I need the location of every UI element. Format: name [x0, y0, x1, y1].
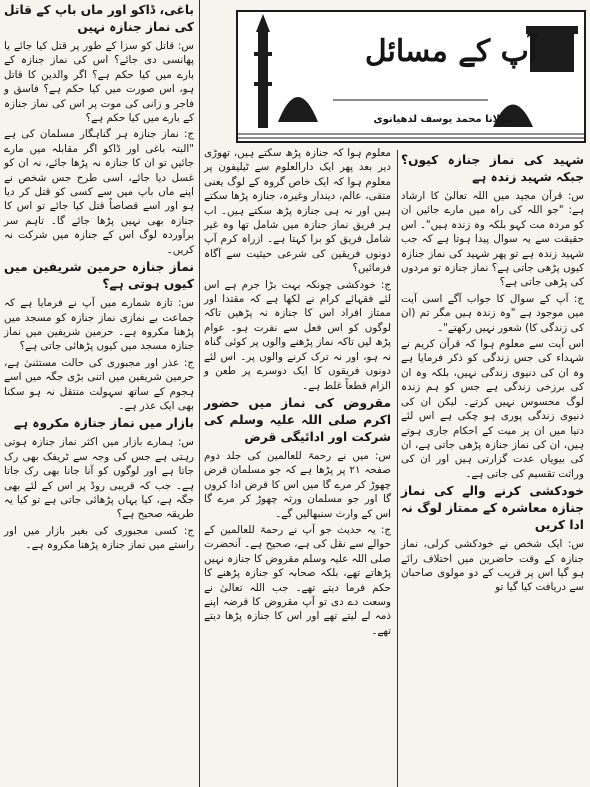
- article-body-khudkushi-cont: [204, 146, 391, 393]
- masthead-title: آپ کے مسائل: [364, 34, 538, 69]
- paragraph: ج: عذر اور مجبوری کی حالت مستثنیٰ ہے، حرمین شریفین میں اتنی بڑی جگہ میں اسے ہجوم کے ساتھ سہولت منتقل نہ ہو سکنا بھی ایک عذر ہے۔: [4, 356, 194, 412]
- paragraph: س: میں نے رحمۃ للعالمین کی جلد دوم صفحہ ۲۱ پر پڑھا ہے کہ جو مسلمان قرض چھوڑ کر مرے گا میں اس کا قرض ادا کروں گا اور جو مسلمان ورثہ چھوڑ کر مرے گا اس کے وارث سنبھالیں گے۔: [204, 449, 392, 520]
- paragraph: ج: خودکشی چونکہ بہت بڑا جرم ہے اس لئے فقہائے کرام نے لکھا ہے کہ مقتدا اور ممتاز افراد اس کا جنازہ نہ پڑھیں تاکہ لوگوں کو اس فعل سے نفرت ہو۔ عوام پڑھ لیں تاکہ نماز پڑھنے والوں پر کوئی گناہ نہ ہو، اور نہ ترک کرنے والوں پر۔ اس لئے دونوں فریقوں کا ایک دوسرے پر طعن و الزام قطعاً غلط ہے۔: [204, 278, 391, 392]
- masthead-banner: [236, 10, 586, 143]
- paragraph: س: قاتل کو سزا کے طور پر قتل کیا جائے یا پھانسی دی جائے؟ اس کی نماز جنازہ کے بارے میں کیا حکم ہے؟ اگر والدین کا قاتل ہو، اس صورت میں کیا حکم ہے؟ فاسق و فاجر و زانی کی موت پر اس کی نماز جنازہ کے بارے میں کیا حکم ہے؟: [4, 40, 194, 125]
- article-heading-maqrooz: مقروض کی نماز میں حضور اکرم صلی اللہ علیہ وسلم کی شرکت اور ادائیگی قرض: [204, 395, 391, 444]
- article-body-baaghi: [4, 39, 194, 257]
- article-body-haramain: [4, 296, 194, 413]
- article-body-bazaar: [4, 435, 194, 552]
- masthead-byline: مولانا محمد یوسف لدھیانوی: [373, 114, 513, 125]
- paragraph: معلوم ہوا کہ جنازہ پڑھ سکتے ہیں، تھوڑی دیر بعد پھر ایک دارالعلوم سے ٹیلیفون پر معلوم ہوا کہ ایک خاص گروہ کے لوگ یعنی متقی، عالم، دیندار وغیرہ، جنازہ پڑھا سکتے ہیں اور نہ ہی جنازہ پڑھ سکتے ہیں۔ اب ہر فریق نماز جنازہ میں شامل تھا وہ غیر شامل فریق کو برا کہتا ہے۔ ازراہ کرم آپ دونوں فریقین کی شرعی حیثیت سے آگاہ فرمائیں؟: [204, 147, 391, 275]
- article-heading-bazaar: بازار میں نماز جنازہ مکروہ ہے: [13, 416, 194, 431]
- paragraph: ج: آپ کے سوال کا جواب آگے اسی آیت میں موجود ہے "وہ زندہ ہیں مگر تم (ان کی زندگی کا) شعور نہیں رکھتے"۔: [401, 292, 584, 334]
- column-left: [0, 0, 198, 787]
- paragraph: س: ایک شخص نے خودکشی کرلی، نماز جنازہ کے وقت حاضرین میں اختلاف رائے ہو گیا اس پر قریب کے دو مولوی صاحبان سے دریافت کیا گیا تو: [401, 538, 584, 594]
- article-heading-baaghi: باغی، ڈاکو اور ماں باپ کے قاتل کی نماز جنازہ نہیں: [4, 3, 194, 34]
- paragraph: اس آیت سے معلوم ہوا کہ قرآن کریم نے شہداء کی جس زندگی کو ذکر فرمایا ہے وہ ان کی دنیوی زندگی نہیں، بلکہ وہ ان کی برزخی زندگی ہے جس کو ہم زندہ لوگ محسوس نہیں کرتے۔ لیکن ان کی دنیوی زندگی پوری ہو چکی ہے اس لئے دنیا میں ان پر میت کے احکام جاری ہوتے ہیں، ان کی نماز جنازہ پڑھی جاتی ہے، ان کی بیویاں عدت گزارتی ہیں اور ان کی وراثت تقسیم کی جاتی ہے۔: [401, 338, 584, 480]
- article-body-shaheed: [401, 189, 584, 481]
- article-body-maqrooz: [204, 449, 391, 638]
- paragraph: س: قرآن مجید میں اللہ تعالیٰ کا ارشاد ہے: "جو اللہ کی راہ میں مارے جائیں ان کو مردہ مت کہو بلکہ وہ زندہ ہیں"۔ اس حقیقت سے یہ سوال پیدا ہوتا ہے کہ جب شہید زندہ ہے تو پھر شہید کی نماز جنازہ کیوں پڑھی جاتی ہے؟ نماز جنازہ تو مردوں کی پڑھی جاتی ہے؟: [401, 190, 584, 289]
- paragraph: س: ہمارے بازار میں اکثر نماز جنازہ ہوتی رہتی ہے جس کی وجہ سے ٹریفک بھی رک جاتا ہے اور لوگوں کو آنا جانا بھی رک جاتا ہے۔ جب کہ قریبی روڈ پر اس کے لئے بھی جگہ ہے، کیا یہاں پڑھائی جاتی ہے تو کیا یہ طریقہ صحیح ہے؟: [4, 436, 194, 521]
- column-divider: [199, 0, 200, 787]
- article-heading-haramain: نماز جنازہ حرمین شریفین میں کیوں ہوتی ہے؟: [4, 260, 194, 292]
- column-middle: [200, 146, 396, 787]
- paragraph: س: تازہ شمارے میں آپ نے فرمایا ہے کہ جماعت بے نمازی نماز جنازہ کو مسجد میں پڑھنا مکروہ ہے۔ حرمین شریفین میں نماز جنازہ مسجد میں کیوں پڑھائی جاتی ہے؟: [4, 297, 194, 353]
- paragraph: ج: نماز جنازہ ہر گناہگار مسلمان کی ہے "البتہ باغی اور ڈاکو اگر مقابلہ میں مارے جائیں تو ان کا جنازہ نہ پڑھا جائے، نہ ان کو غسل دیا جائے، اسی طرح جس شخص نے اپنے ماں باپ میں سے کسی کو قتل کر دیا ہو اور اسے قصاصاً قتل کیا جائے تو اس کا جنازہ بھی نہیں پڑھا جائے گا۔ تاہم سر برآوردہ لوگ اس کے جنازہ میں شرکت نہ کریں۔: [4, 128, 194, 256]
- article-heading-shaheed: شہید کی نماز جنازہ کیوں؟ جبکہ شہید زندہ ہے: [401, 153, 584, 184]
- column-right: [398, 150, 590, 787]
- article-body-khudkushi: [401, 537, 584, 595]
- article-heading-khudkushi: خودکشی کرنے والے کی نماز جنازہ معاشرہ کے ممتاز لوگ نہ ادا کریں: [401, 484, 584, 533]
- paragraph: ج: کسی مجبوری کی بغیر بازار میں اور راستے میں نماز جنازہ پڑھنا مکروہ ہے۔: [4, 524, 194, 552]
- paragraph: ج: یہ حدیث جو آپ نے رحمۃ للعالمین کے حوالے سے نقل کی ہے، صحیح ہے۔ آنحضرت صلی اللہ علیہ وسلم مقروض کا جنازہ نہیں پڑھاتے تھے، بلکہ صحابہ کو جنازہ پڑھنے کا حکم فرما دیتے تھے۔ جب اللہ تعالیٰ نے وسعت دے دی تو آپ مقروض کا قرضہ اپنے ذمہ لے لیتے تھے اور اس کا جنازہ پڑھا دیتے تھے۔: [204, 523, 391, 637]
- column-divider: [397, 150, 398, 787]
